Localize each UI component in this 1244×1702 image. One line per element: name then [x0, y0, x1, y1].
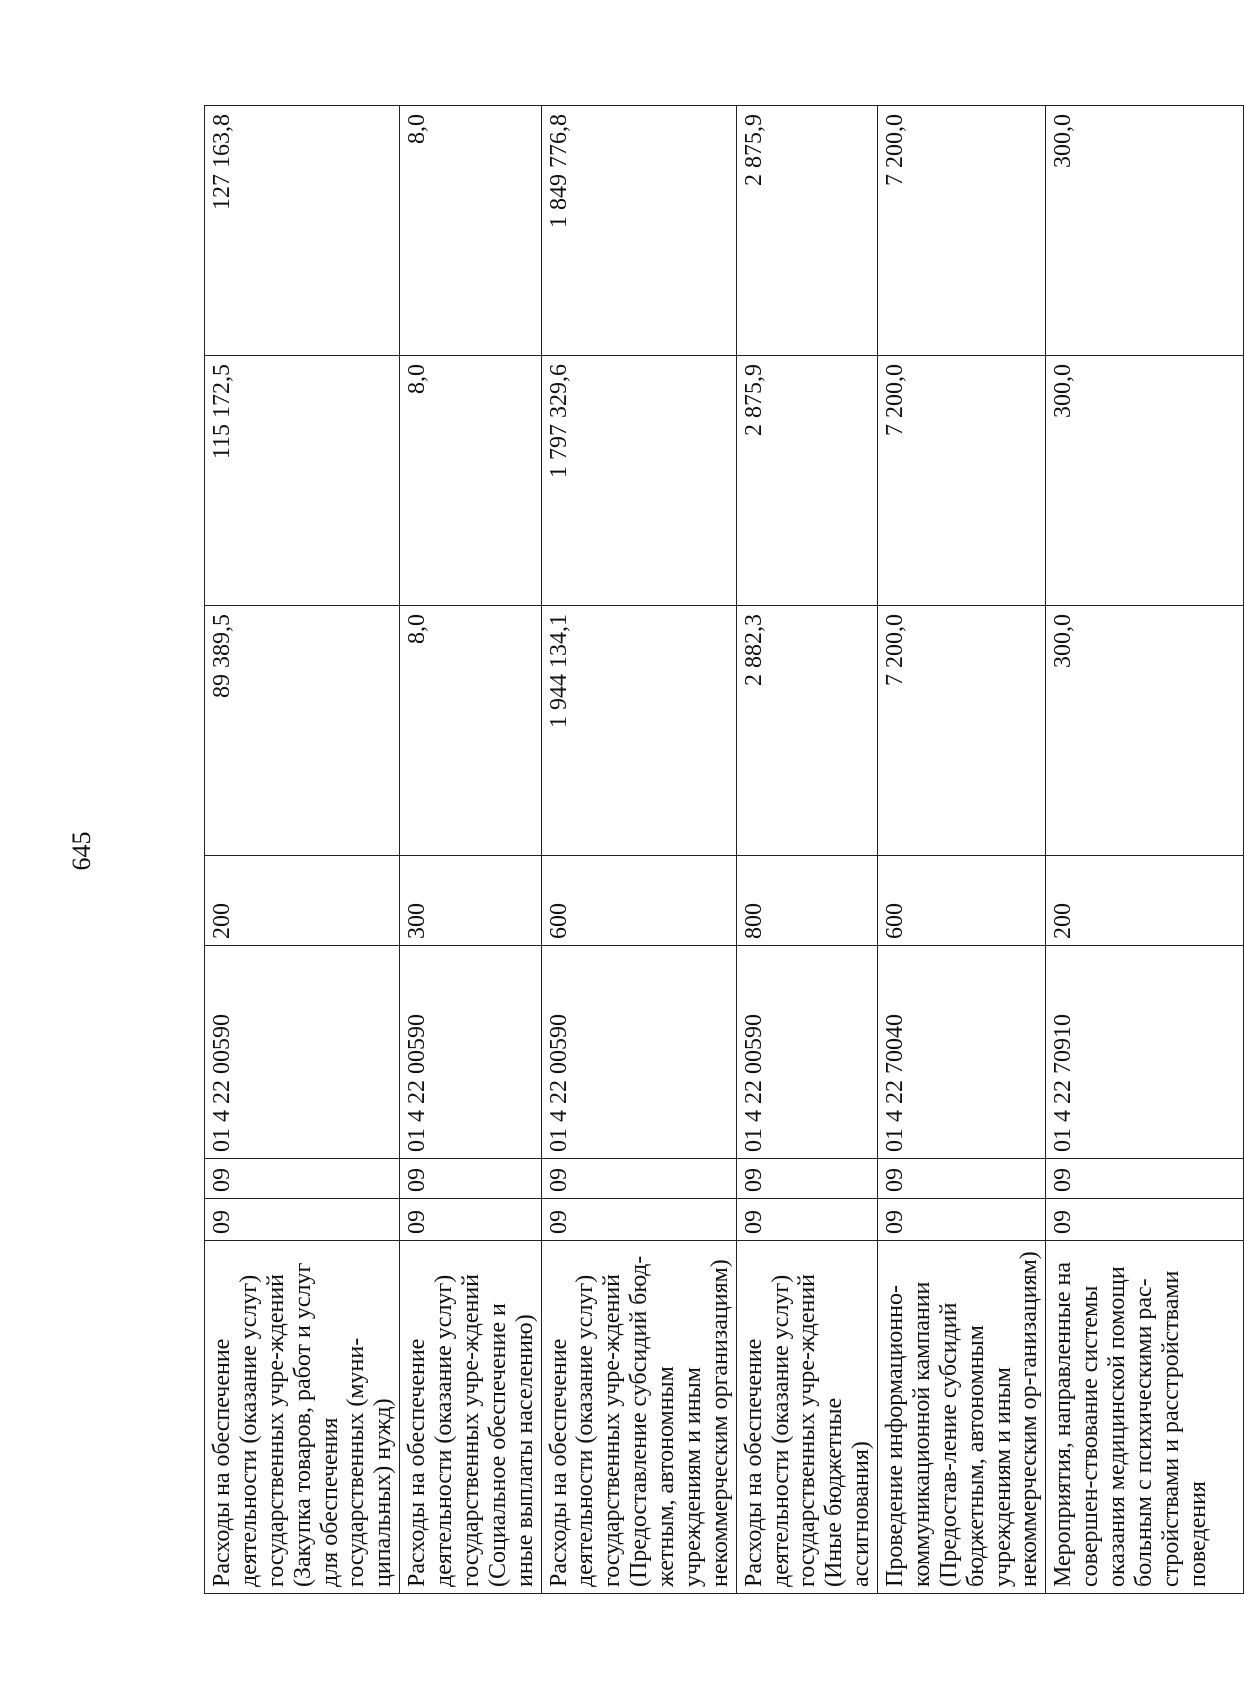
amount-year-1: 8,0 [400, 606, 541, 856]
expense-type-code: 200 [205, 856, 400, 946]
expense-type-code: 600 [878, 856, 1046, 946]
section-code: 09 [205, 1199, 400, 1241]
table-row [878, 106, 1046, 1594]
section-code: 09 [400, 1199, 541, 1241]
amount-year-1: 7 200,0 [878, 606, 1046, 856]
budget-table [204, 105, 1244, 1594]
subsection-code: 09 [1046, 1159, 1244, 1199]
amount-year-3: 7 200,0 [878, 106, 1046, 356]
row-description: Проведение информационно-коммуникационной кампании (Предостав-ление субсидий бюджетным, автономным учреждениям и иным некоммерческим ор-ганизациям) [878, 1241, 1046, 1594]
table-row [541, 106, 736, 1594]
amount-year-3: 127 163,8 [205, 106, 400, 356]
amount-year-2: 8,0 [400, 356, 541, 606]
amount-year-3: 300,0 [1046, 106, 1244, 356]
page-number: 645 [67, 831, 96, 871]
target-article-code: 01 4 22 00590 [400, 946, 541, 1159]
table-row [400, 106, 541, 1594]
amount-year-1: 2 882,3 [736, 606, 877, 856]
target-article-code: 01 4 22 70040 [878, 946, 1046, 1159]
row-description: Расходы на обеспечение деятельности (оказание услуг) государственных учре-ждений (Иные бюджетные ассигнования) [736, 1241, 877, 1594]
amount-year-3: 2 875,9 [736, 106, 877, 356]
amount-year-2: 1 797 329,6 [541, 356, 736, 606]
section-code: 09 [541, 1199, 736, 1241]
row-description: Мероприятия, направленные на совершен-ствование системы оказания медицинской помощи больным с психическими рас-стройствами и расстройствами поведения [1046, 1241, 1244, 1594]
amount-year-2: 300,0 [1046, 356, 1244, 606]
target-article-code: 01 4 22 00590 [736, 946, 877, 1159]
expense-type-code: 200 [1046, 856, 1244, 946]
subsection-code: 09 [736, 1159, 877, 1199]
amount-year-1: 89 389,5 [205, 606, 400, 856]
target-article-code: 01 4 22 00590 [205, 946, 400, 1159]
amount-year-3: 1 849 776,8 [541, 106, 736, 356]
row-description: Расходы на обеспечение деятельности (оказание услуг) государственных учре-ждений (Предоставление субсидий бюд-жетным, автономным учреждениям и иным некоммерческим организациям) [541, 1241, 736, 1594]
subsection-code: 09 [205, 1159, 400, 1199]
subsection-code: 09 [400, 1159, 541, 1199]
expense-type-code: 600 [541, 856, 736, 946]
row-description: Расходы на обеспечение деятельности (оказание услуг) государственных учре-ждений (Социальное обеспечение и иные выплаты населению) [400, 1241, 541, 1594]
section-code: 09 [736, 1199, 877, 1241]
amount-year-3: 8,0 [400, 106, 541, 356]
section-code: 09 [878, 1199, 1046, 1241]
target-article-code: 01 4 22 70910 [1046, 946, 1244, 1159]
subsection-code: 09 [878, 1159, 1046, 1199]
table-row [736, 106, 877, 1594]
section-code: 09 [1046, 1199, 1244, 1241]
subsection-code: 09 [541, 1159, 736, 1199]
amount-year-2: 2 875,9 [736, 356, 877, 606]
amount-year-1: 1 944 134,1 [541, 606, 736, 856]
expense-type-code: 300 [400, 856, 541, 946]
target-article-code: 01 4 22 00590 [541, 946, 736, 1159]
budget-table-frame [204, 114, 1211, 1594]
table-row [1046, 106, 1244, 1594]
expense-type-code: 800 [736, 856, 877, 946]
amount-year-1: 300,0 [1046, 606, 1244, 856]
table-row [205, 106, 400, 1594]
amount-year-2: 115 172,5 [205, 356, 400, 606]
row-description: Расходы на обеспечение деятельности (оказание услуг) государственных учре-ждений (Закупка товаров, работ и услуг для обеспечения государственных (муни-ципальных) нужд) [205, 1241, 400, 1594]
amount-year-2: 7 200,0 [878, 356, 1046, 606]
